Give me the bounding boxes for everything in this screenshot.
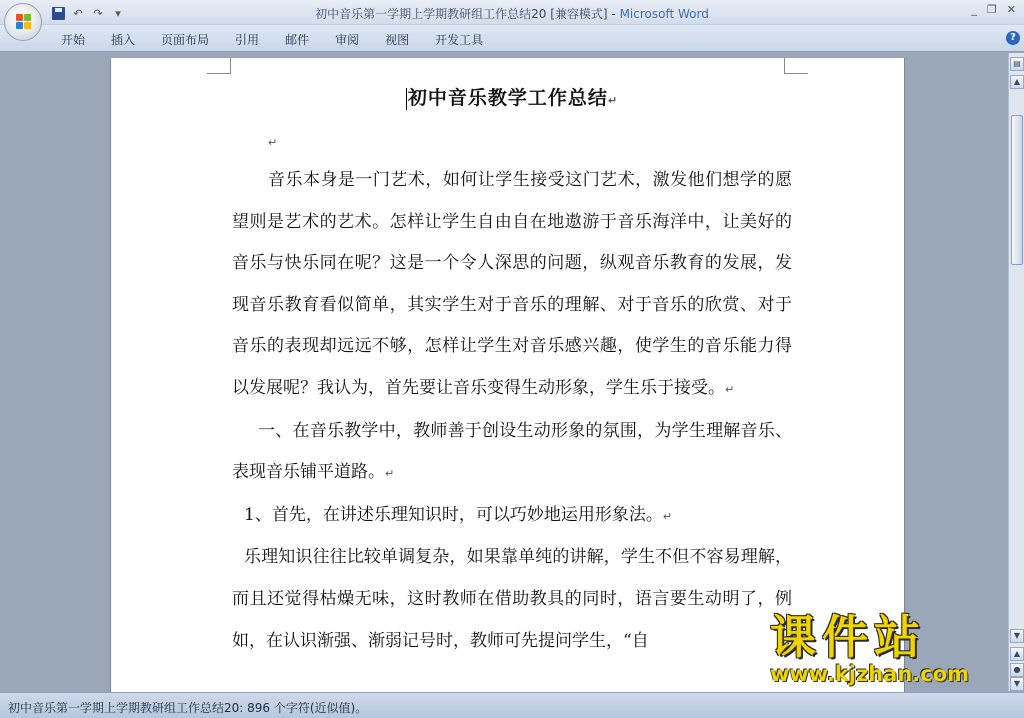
scroll-up-button[interactable]: ▲	[1010, 75, 1024, 89]
tab-home[interactable]: 开始	[61, 33, 86, 47]
paragraph-mark: ↵	[725, 382, 735, 396]
text-cursor	[406, 88, 407, 110]
heading-text: 初中音乐教学工作总结	[407, 87, 608, 109]
paragraph	[232, 495, 792, 538]
paragraph-text: 1、首先，在讲述乐理知识时，可以巧妙地运用形象法。	[244, 504, 663, 525]
scroll-thumb[interactable]	[1011, 115, 1023, 265]
restore-button[interactable]: ❐	[986, 3, 997, 16]
tab-developer[interactable]: 开发工具	[435, 33, 484, 47]
document-page[interactable]	[110, 58, 905, 698]
paragraph-mark: ↵	[607, 94, 619, 107]
crop-mark	[207, 58, 231, 74]
office-logo-icon	[16, 14, 32, 30]
paragraph	[232, 160, 792, 411]
document-title-text: 初中音乐第一学期上学期教研组工作总结20 [兼容模式] -	[315, 7, 616, 21]
undo-icon[interactable]: ↶	[73, 6, 83, 20]
paragraph	[232, 537, 792, 662]
ribbon	[0, 25, 1024, 52]
crop-mark	[784, 58, 808, 74]
ruler-toggle-icon[interactable]: ▤	[1010, 57, 1024, 71]
office-button[interactable]	[4, 3, 42, 41]
status-bar	[0, 692, 1024, 718]
help-icon[interactable]: ?	[1006, 31, 1020, 45]
tab-view[interactable]: 视图	[385, 33, 410, 47]
watermark-title: 课件站	[770, 610, 926, 664]
document-area	[0, 53, 1008, 691]
paragraph-mark: ↵	[385, 467, 395, 481]
next-page-button[interactable]: ▼	[1010, 677, 1024, 691]
redo-icon[interactable]: ↷	[93, 6, 103, 20]
window-controls	[971, 3, 1016, 16]
document-heading	[232, 78, 792, 122]
scroll-down-button[interactable]: ▼	[1010, 629, 1024, 643]
app-name: Microsoft Word	[619, 7, 709, 21]
title-bar	[0, 0, 1024, 25]
customize-icon[interactable]: ▾	[115, 6, 121, 20]
tab-insert[interactable]: 插入	[111, 33, 136, 47]
paragraph-mark: ↵	[662, 509, 673, 523]
window-title	[0, 5, 1024, 22]
paragraph-mark: ↵	[268, 136, 278, 149]
tab-mailings[interactable]: 邮件	[285, 33, 310, 47]
watermark-logo	[770, 612, 1010, 692]
paragraph-text: 乐理知识往往比较单调复杂，如果靠单纯的讲解，学生不但不容易理解，而且还觉得枯燥无味，这时教师在借助教具的同时，语言要生动明了，例如，在认识渐强、渐弱记号时，教师可先提问学生，“自	[232, 547, 792, 651]
minimize-button[interactable]: _	[971, 3, 977, 16]
previous-page-button[interactable]: ▲	[1010, 647, 1024, 661]
vertical-scrollbar[interactable]	[1008, 53, 1024, 691]
tab-references[interactable]: 引用	[235, 33, 260, 47]
tab-page-layout[interactable]: 页面布局	[161, 33, 210, 47]
paragraph	[232, 411, 792, 495]
tab-review[interactable]: 审阅	[335, 33, 360, 47]
paragraph-text: 一、在音乐教学中，教师善于创设生动形象的氛围，为学生理解音乐、表现音乐铺平道路。	[232, 420, 792, 483]
close-button[interactable]: ✕	[1006, 3, 1016, 16]
empty-paragraph	[232, 122, 792, 160]
ribbon-tabs	[48, 31, 496, 48]
browse-object-button[interactable]: ●	[1010, 663, 1024, 677]
status-text: 初中音乐第一学期上学期教研组工作总结20: 896 个字符(近似值)。	[8, 701, 368, 715]
watermark-url: www.kjzhan.com	[770, 662, 970, 686]
paragraph-text: 音乐本身是一门艺术，如何让学生接受这门艺术，激发他们想学的愿望则是艺术的艺术。怎样让学生自由自在地遨游于音乐海洋中，让美好的音乐与快乐同在呢？这是一个令人深思的问题，纵观音乐教育的发展，发现音乐教育看似简单，其实学生对于音乐的理解、对于音乐的欣赏、对于音乐的表现却远远不够，怎样让学生对音乐感兴趣，使学生的音乐能力得以发展呢？我认为，首先要让音乐变得生动形象，学生乐于接受。	[232, 170, 792, 398]
document-body[interactable]	[232, 78, 792, 662]
